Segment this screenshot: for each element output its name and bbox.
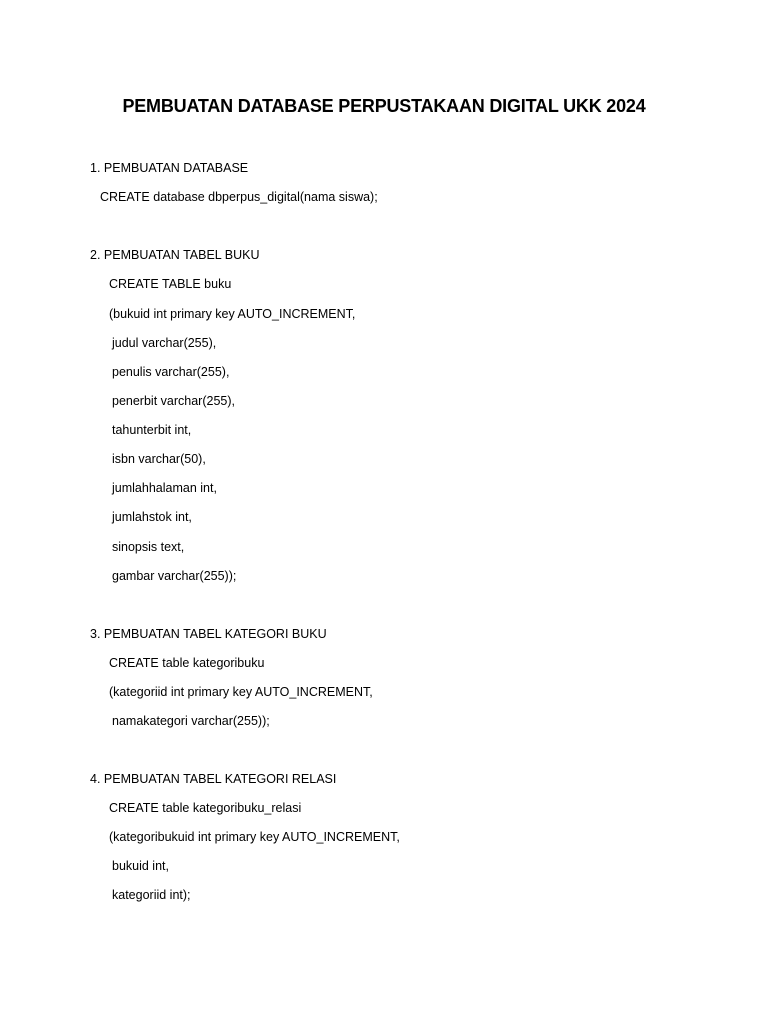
code-line: CREATE table kategoribuku <box>109 656 265 670</box>
code-line: (kategoribukuid int primary key AUTO_INCREMENT, <box>109 830 400 844</box>
code-line: sinopsis text, <box>112 540 185 554</box>
code-line: namakategori varchar(255)); <box>112 714 270 728</box>
code-line: kategoriid int); <box>112 888 191 902</box>
section-heading-kategori-relasi: 4. PEMBUATAN TABEL KATEGORI RELASI <box>90 772 337 786</box>
code-line: jumlahstok int, <box>112 510 192 524</box>
code-line: penerbit varchar(255), <box>112 394 235 408</box>
code-line: bukuid int, <box>112 859 169 873</box>
document-title: PEMBUATAN DATABASE PERPUSTAKAAN DIGITAL UKK 2024 <box>122 96 646 116</box>
code-line: (kategoriid int primary key AUTO_INCREMENT, <box>109 685 373 699</box>
code-line: CREATE database dbperpus_digital(nama siswa); <box>100 190 378 204</box>
code-line: jumlahhalaman int, <box>112 481 217 495</box>
code-line: judul varchar(255), <box>112 336 217 350</box>
code-line: CREATE TABLE buku <box>109 277 232 291</box>
code-line: (bukuid int primary key AUTO_INCREMENT, <box>109 307 356 321</box>
code-line: tahunterbit int, <box>112 423 192 437</box>
section-heading-tabel-buku: 2. PEMBUATAN TABEL BUKU <box>90 248 260 262</box>
code-line: isbn varchar(50), <box>112 452 206 466</box>
code-line: penulis varchar(255), <box>112 365 230 379</box>
section-heading-database: 1. PEMBUATAN DATABASE <box>90 161 249 175</box>
code-line: gambar varchar(255)); <box>112 569 237 583</box>
code-line: CREATE table kategoribuku_relasi <box>109 801 302 815</box>
section-heading-kategori-buku: 3. PEMBUATAN TABEL KATEGORI BUKU <box>90 627 327 641</box>
